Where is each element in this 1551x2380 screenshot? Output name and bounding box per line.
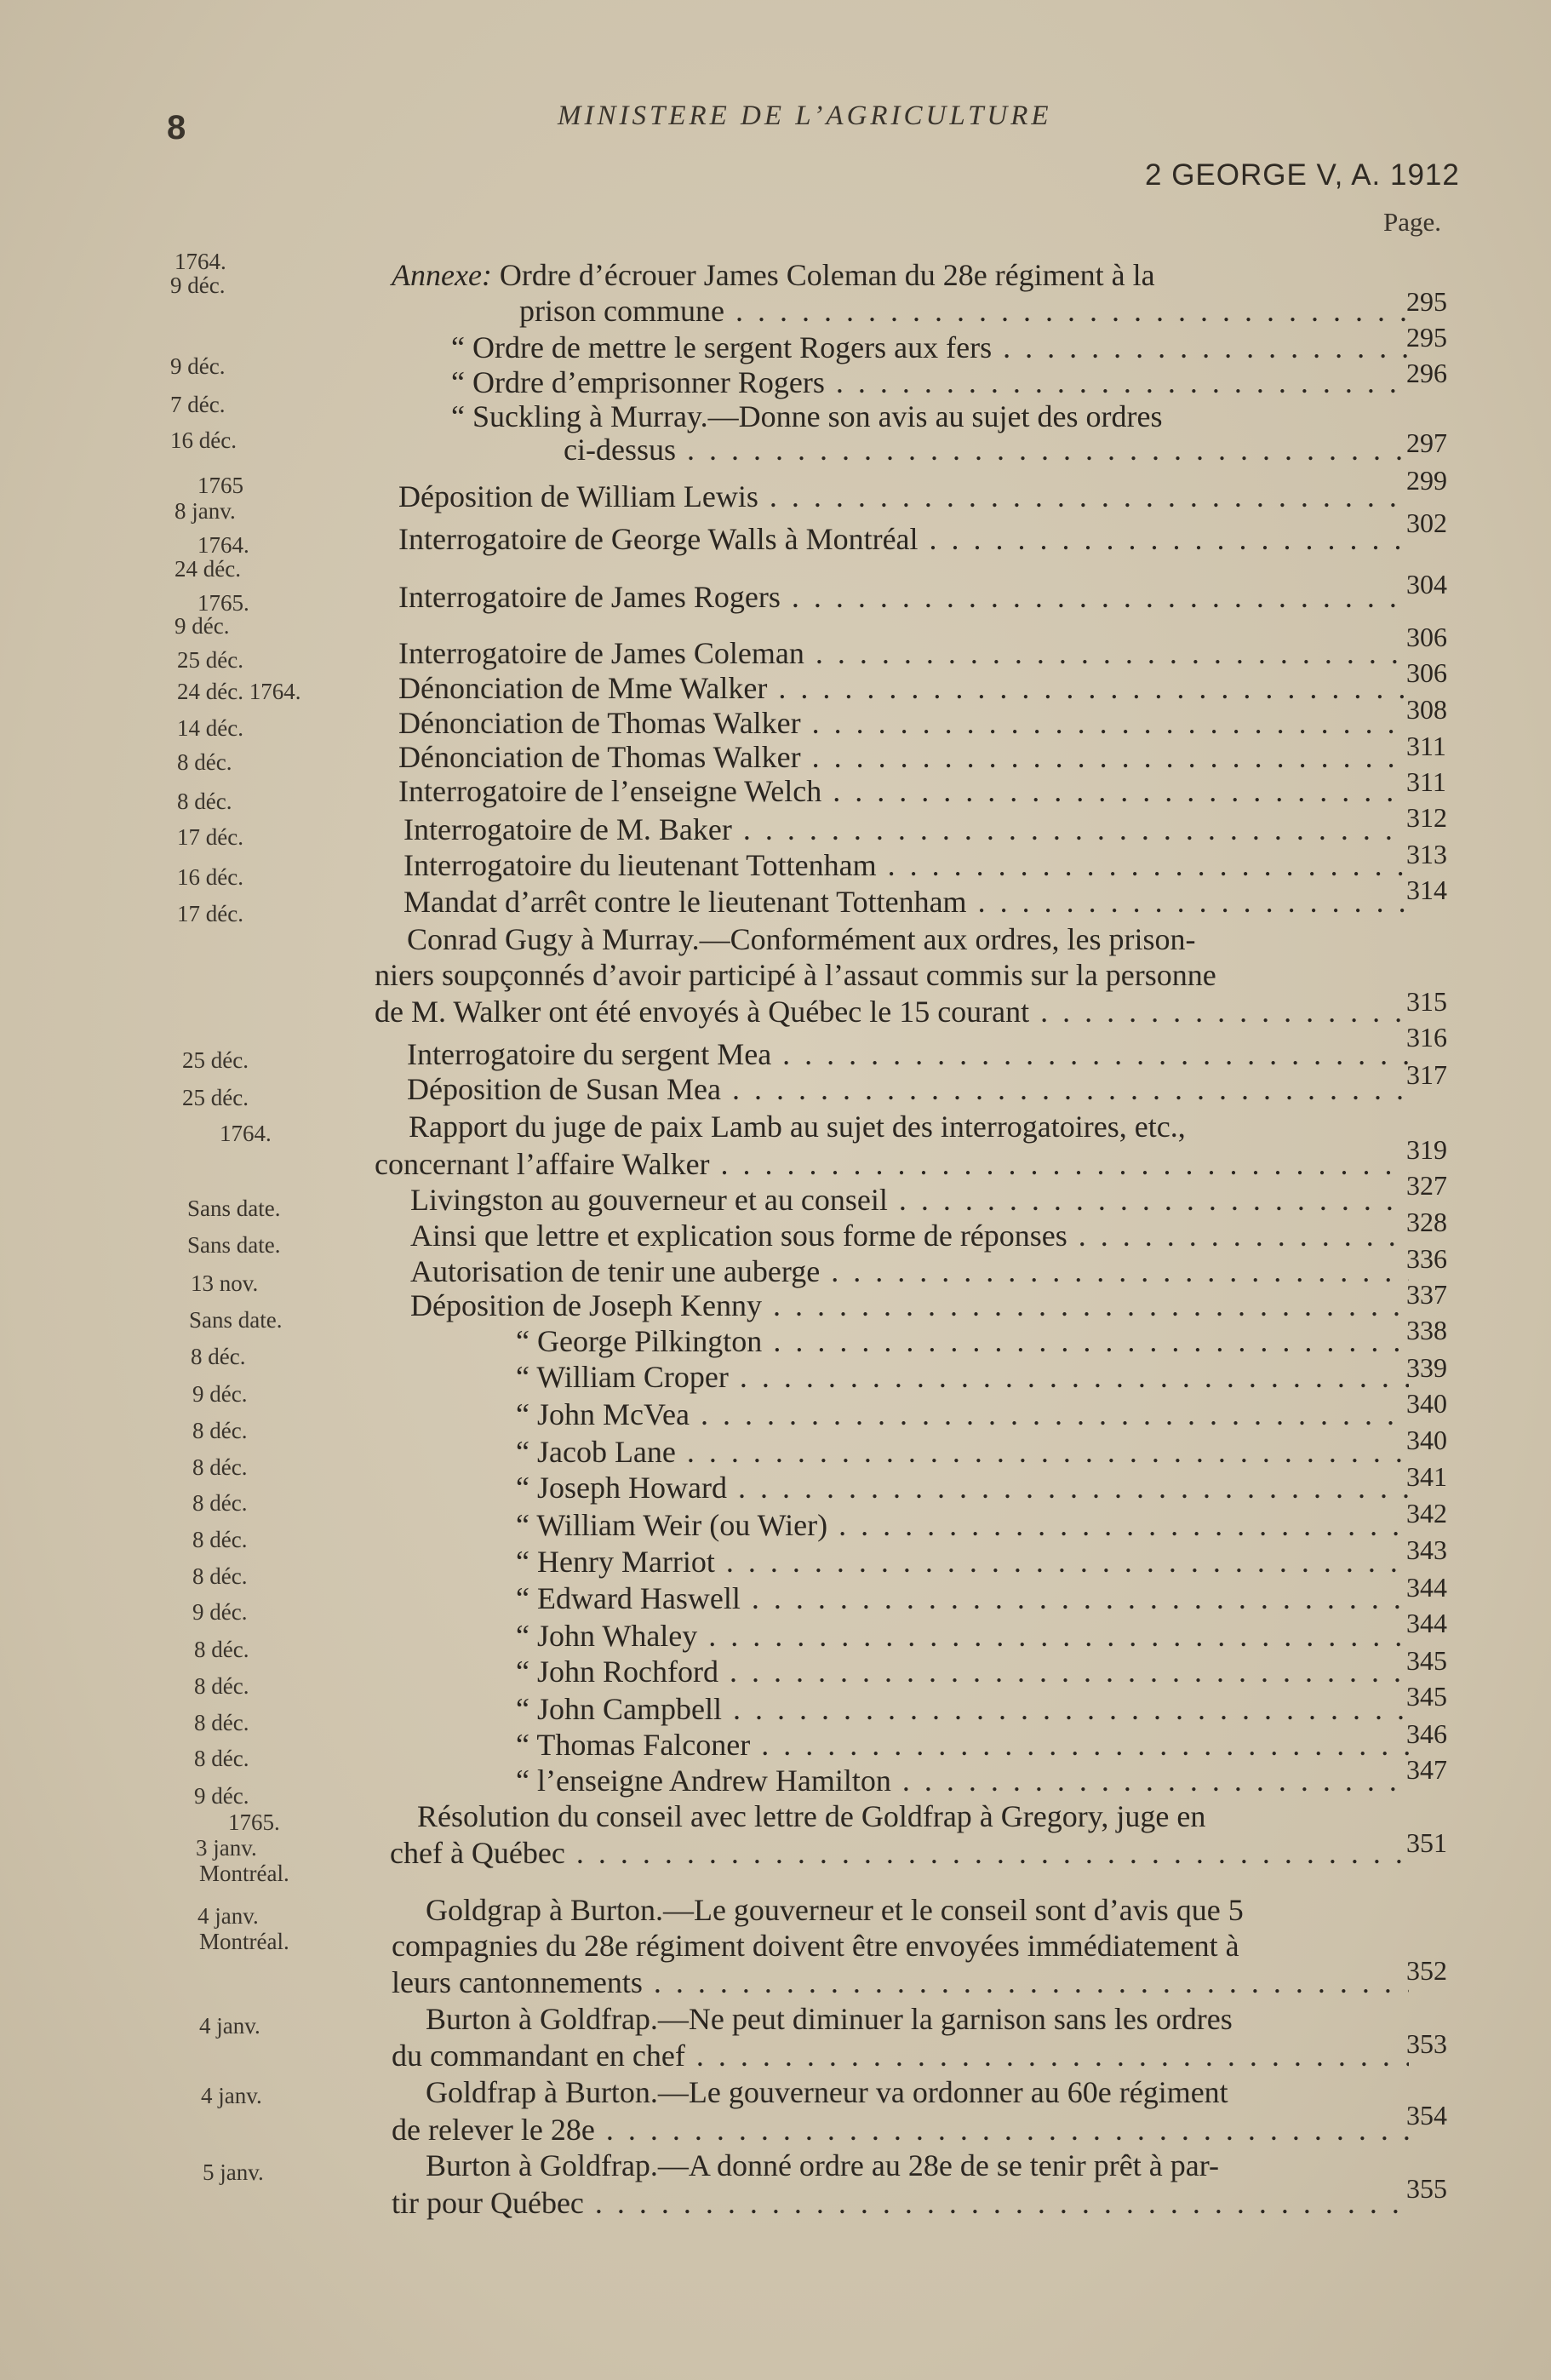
- date-year: 1764.: [197, 532, 249, 558]
- entry-line: Dénonciation de Thomas Walker . . .: [398, 705, 1409, 741]
- date-label: 17 déc.: [177, 901, 243, 926]
- date-place: Montréal.: [199, 1929, 289, 1954]
- page-ref: 346: [1406, 1718, 1447, 1749]
- entry-line: Goldgrap à Burton.—Le gouverneur et le conseil sont d’avis que 5: [426, 1893, 1244, 1927]
- page-ref: 354: [1406, 2100, 1447, 2131]
- date-label: 8 janv.: [175, 498, 236, 524]
- page-ref: 352: [1406, 1955, 1447, 1986]
- entry-line: Autorisation de tenir une auberge . . .: [410, 1253, 1409, 1289]
- page-ref: 345: [1406, 1681, 1447, 1712]
- page-ref: 319: [1406, 1134, 1447, 1165]
- page-ref: 304: [1406, 569, 1447, 599]
- page-ref: 353: [1406, 2028, 1447, 2059]
- date-year: 1765.: [228, 1809, 280, 1835]
- date-label: 8 déc.: [192, 1490, 248, 1516]
- date-label: 4 janv.: [201, 2083, 262, 2108]
- page-ref: 347: [1406, 1754, 1447, 1785]
- entry-line: Conrad Gugy à Murray.—Conformément aux ordres, les prison-: [407, 922, 1196, 956]
- entry-line: Goldfrap à Burton.—Le gouverneur va ordonner au 60e régiment: [426, 2075, 1228, 2109]
- entry-line: prison commune . . .: [519, 293, 1409, 329]
- page-ref: 317: [1406, 1059, 1447, 1090]
- entry-line: chef à Québec . . .: [390, 1835, 1409, 1871]
- page-ref: 338: [1406, 1315, 1447, 1345]
- entry-line: Interrogatoire de M. Baker . . .: [403, 811, 1409, 847]
- entry-line: “ Ordre d’emprisonner Rogers . . .: [451, 364, 1409, 400]
- entry-line: Interrogatoire de James Rogers . . .: [398, 579, 1409, 615]
- entry-line: “ John Campbell . . .: [516, 1691, 1409, 1727]
- date-label: 7 déc.: [170, 392, 226, 417]
- entry-line: “ John Whaley . . .: [516, 1618, 1409, 1654]
- date-label: 24 déc.: [175, 556, 241, 582]
- date-label: 8 déc.: [191, 1344, 246, 1369]
- entry-line: “ Joseph Howard . . .: [516, 1470, 1409, 1505]
- date-label: 9 déc.: [192, 1381, 248, 1407]
- date-year: 1764.: [175, 249, 226, 274]
- date-year: 1765.: [197, 590, 249, 616]
- page-ref: 343: [1406, 1534, 1447, 1565]
- date-label: 9 déc.: [194, 1783, 249, 1809]
- entry-line: du commandant en chef . . .: [392, 2038, 1409, 2073]
- date-label: 16 déc.: [170, 427, 237, 453]
- page-ref: 344: [1406, 1608, 1447, 1638]
- page-ref: 316: [1406, 1022, 1447, 1052]
- page-ref: 313: [1406, 839, 1447, 869]
- date-label: 9 déc.: [170, 272, 226, 298]
- entry-line: Déposition de Susan Mea . . .: [407, 1071, 1409, 1107]
- date-label: 25 déc.: [182, 1047, 249, 1073]
- page-ref: 341: [1406, 1461, 1447, 1492]
- page-ref: 327: [1406, 1170, 1447, 1201]
- page-ref: 315: [1406, 986, 1447, 1017]
- entry-line: Interrogatoire du sergent Mea . . .: [407, 1036, 1409, 1072]
- date-label: 9 déc.: [170, 353, 226, 379]
- page-ref: 308: [1406, 694, 1447, 725]
- entry-line: “ Jacob Lane . . .: [516, 1434, 1409, 1470]
- page-ref: 345: [1406, 1645, 1447, 1676]
- entry-line: “ l’enseigne Andrew Hamilton . . .: [516, 1763, 1409, 1798]
- entry-line: Déposition de William Lewis . . .: [398, 479, 1409, 514]
- date-label: 8 déc.: [194, 1673, 249, 1699]
- entry-line: Burton à Goldfrap.—A donné ordre au 28e de se tenir prêt à par-: [426, 2148, 1219, 2182]
- entry-line: “ William Croper . . .: [516, 1359, 1409, 1395]
- page-ref: 306: [1406, 657, 1447, 688]
- page-ref: 311: [1406, 731, 1446, 761]
- page-ref: 306: [1406, 622, 1447, 652]
- entry-line: “ Ordre de mettre le sergent Rogers aux fers . . .: [451, 330, 1409, 365]
- entry-line: [392, 257, 1155, 293]
- page-ref: 344: [1406, 1572, 1447, 1603]
- date-label: 25 déc.: [182, 1085, 249, 1110]
- entry-line: “ Thomas Falconer . . .: [516, 1727, 1409, 1763]
- date-label: 16 déc.: [177, 864, 243, 890]
- page-ref: 295: [1406, 322, 1447, 353]
- date-label: 14 déc.: [177, 715, 243, 741]
- entry-line: leurs cantonnements . . .: [392, 1964, 1409, 2000]
- date-label: 17 déc.: [177, 824, 243, 850]
- entry-line: Rapport du juge de paix Lamb au sujet des interrogatoires, etc.,: [409, 1110, 1186, 1144]
- session-label: 2 GEORGE V, A. 1912: [1145, 158, 1460, 192]
- date-label: 8 déc.: [192, 1527, 248, 1552]
- page-ref: 311: [1406, 766, 1446, 797]
- date-label: 8 déc.: [192, 1563, 248, 1589]
- date-label: 8 déc.: [177, 749, 232, 775]
- entry-line: Déposition de Joseph Kenny . . .: [410, 1287, 1409, 1323]
- entry-line: Burton à Goldfrap.—Ne peut diminuer la garnison sans les ordres: [426, 2002, 1233, 2036]
- entry-line: “ George Pilkington . . .: [516, 1323, 1409, 1359]
- date-label: 9 déc.: [175, 613, 230, 639]
- date-label: 25 déc.: [177, 647, 243, 673]
- entry-line: Résolution du conseil avec lettre de Goldfrap à Gregory, juge en: [417, 1799, 1206, 1833]
- annex-label: Annexe:: [392, 258, 492, 292]
- page-ref: 312: [1406, 802, 1447, 833]
- date-label: 8 déc.: [192, 1454, 248, 1480]
- page-column-label: Page.: [1383, 207, 1442, 237]
- page-ref: 336: [1406, 1243, 1447, 1274]
- date-label: 24 déc. 1764.: [177, 679, 301, 704]
- date-label: 8 déc.: [194, 1710, 249, 1735]
- page-ref: 342: [1406, 1498, 1447, 1528]
- entry-line: Dénonciation de Thomas Walker . . .: [398, 739, 1409, 775]
- entry-line: de relever le 28e . . .: [392, 2112, 1409, 2148]
- page-ref: 351: [1406, 1827, 1447, 1858]
- entry-line: Interrogatoire du lieutenant Tottenham . . .: [403, 847, 1409, 883]
- page-ref: 296: [1406, 358, 1447, 388]
- entry-line: tir pour Québec . . .: [392, 2185, 1409, 2221]
- date-label: 8 déc.: [192, 1418, 248, 1443]
- entry-line: “ Henry Marriot . . .: [516, 1544, 1409, 1580]
- page-number: 8: [167, 109, 186, 146]
- date-label: 4 janv.: [197, 1903, 259, 1929]
- entry-line: “ John Rochford . . .: [516, 1654, 1409, 1689]
- date-label: Sans date.: [189, 1307, 283, 1333]
- entry-line: “ Suckling à Murray.—Donne son avis au sujet des ordres: [451, 399, 1163, 433]
- date-year: 1764.: [220, 1121, 272, 1146]
- entry-line: niers soupçonnés d’avoir participé à l’assaut commis sur la personne: [375, 958, 1216, 992]
- entry-line: “ Edward Haswell . . .: [516, 1580, 1409, 1616]
- date-label: 8 déc.: [194, 1637, 249, 1662]
- entry-text: Ordre d’écrouer James Coleman du 28e régiment à la: [491, 258, 1155, 292]
- page-ref: 339: [1406, 1352, 1447, 1383]
- entry-line: Ainsi que lettre et explication sous forme de réponses . . .: [410, 1218, 1409, 1253]
- page-ref: 302: [1406, 508, 1447, 538]
- date-label: Sans date.: [187, 1232, 281, 1258]
- page-ref: 340: [1406, 1425, 1447, 1455]
- entry-line: ci-dessus . . .: [564, 432, 1409, 467]
- date-label: Sans date.: [187, 1196, 281, 1221]
- page-ref: 299: [1406, 465, 1447, 496]
- running-head: MINISTERE DE L’AGRICULTURE: [558, 100, 1052, 131]
- page-ref: 328: [1406, 1207, 1447, 1237]
- page-ref: 297: [1406, 427, 1447, 458]
- entry-line: de M. Walker ont été envoyés à Québec le 15 courant . . .: [375, 994, 1409, 1029]
- date-label: 5 janv.: [203, 2159, 264, 2185]
- date-label: 13 nov.: [191, 1270, 259, 1296]
- entry-line: Interrogatoire de George Walls à Montréal . . .: [398, 521, 1409, 557]
- entry-line: Interrogatoire de James Coleman . . .: [398, 635, 1409, 671]
- date-label: 4 janv.: [199, 2013, 260, 2039]
- entry-line: Interrogatoire de l’enseigne Welch . . .: [398, 773, 1409, 809]
- entry-line: Dénonciation de Mme Walker . . .: [398, 670, 1409, 706]
- page-ref: 355: [1406, 2173, 1447, 2204]
- date-label: 8 déc.: [177, 789, 232, 814]
- date-label: 9 déc.: [192, 1599, 248, 1625]
- page-ref: 337: [1406, 1279, 1447, 1310]
- date-label: 3 janv.: [196, 1835, 257, 1861]
- entry-line: “ John McVea . . .: [516, 1396, 1409, 1432]
- entry-line: Livingston au gouverneur et au conseil . . .: [410, 1182, 1409, 1218]
- entry-line: Mandat d’arrêt contre le lieutenant Tottenham . . .: [403, 884, 1409, 920]
- date-place: Montréal.: [199, 1861, 289, 1886]
- page-ref: 340: [1406, 1388, 1447, 1419]
- date-year: 1765: [197, 473, 243, 498]
- page-ref: 295: [1406, 286, 1447, 317]
- entry-line: compagnies du 28e régiment doivent être envoyées immédiatement à: [392, 1929, 1239, 1963]
- entry-line: “ William Weir (ou Wier) . . .: [516, 1507, 1409, 1543]
- page-ref: 314: [1406, 875, 1447, 905]
- date-label: 8 déc.: [194, 1746, 249, 1771]
- entry-line: concernant l’affaire Walker . . .: [375, 1146, 1409, 1182]
